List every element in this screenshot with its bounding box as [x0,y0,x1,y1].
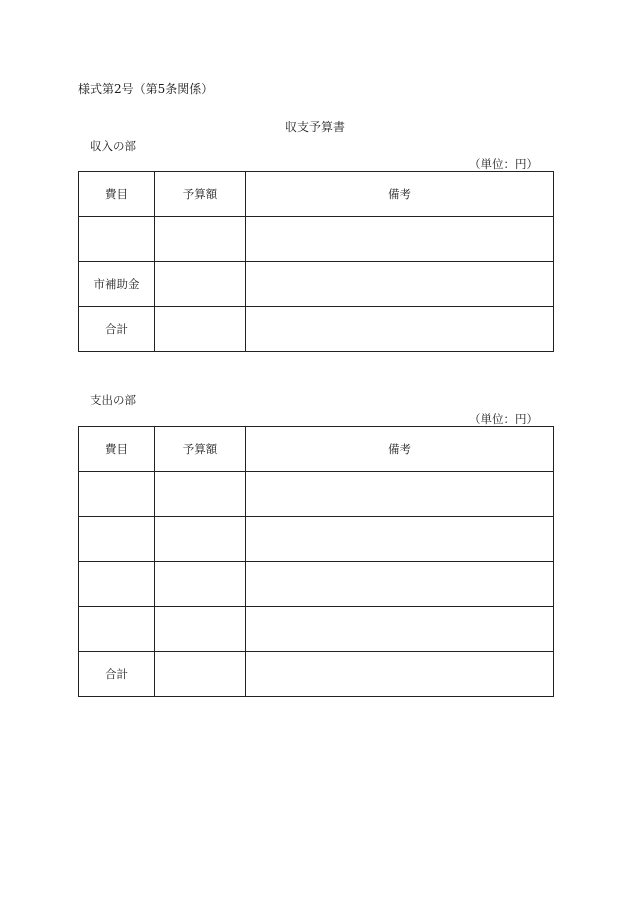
header-cell-remarks: 備考 [246,427,554,472]
income-header-row [79,172,554,217]
form-number: 様式第2号（第5条関係） [78,82,214,96]
remarks-cell[interactable] [246,307,554,352]
expense-header-row [79,427,554,472]
budget-cell[interactable] [155,652,246,697]
budget-cell[interactable] [155,472,246,517]
header-cell-item: 費目 [79,172,155,217]
expense-unit-label: （単位：円） [469,412,538,426]
budget-cell[interactable] [155,307,246,352]
budget-cell[interactable] [155,607,246,652]
budget-cell[interactable] [155,262,246,307]
header-cell-budget: 予算額 [155,427,246,472]
remarks-cell[interactable] [246,652,554,697]
item-cell[interactable] [79,607,155,652]
table-row [79,217,554,262]
item-cell[interactable] [79,472,155,517]
total-row [79,307,554,352]
budget-cell[interactable] [155,517,246,562]
total-row [79,652,554,697]
expense-section-label: 支出の部 [90,393,136,407]
remarks-cell[interactable] [246,607,554,652]
item-cell[interactable] [79,517,155,562]
item-cell: 合計 [79,652,155,697]
income-unit-label: （単位：円） [469,157,538,171]
remarks-cell[interactable] [246,217,554,262]
table-row [79,472,554,517]
page-title: 収支予算書 [284,120,345,134]
header-cell-budget: 予算額 [155,172,246,217]
remarks-cell[interactable] [246,262,554,307]
header-cell-item: 費目 [79,427,155,472]
expense-table [78,426,554,697]
item-cell[interactable] [79,562,155,607]
budget-cell[interactable] [155,562,246,607]
table-row [79,607,554,652]
header-cell-remarks: 備考 [246,172,554,217]
remarks-cell[interactable] [246,472,554,517]
table-row [79,262,554,307]
item-cell[interactable] [79,217,155,262]
remarks-cell[interactable] [246,517,554,562]
table-row [79,562,554,607]
income-section-label: 収入の部 [90,139,136,153]
item-cell: 合計 [79,307,155,352]
table-row [79,517,554,562]
item-cell: 市補助金 [79,262,155,307]
income-table [78,171,554,352]
budget-cell[interactable] [155,217,246,262]
remarks-cell[interactable] [246,562,554,607]
